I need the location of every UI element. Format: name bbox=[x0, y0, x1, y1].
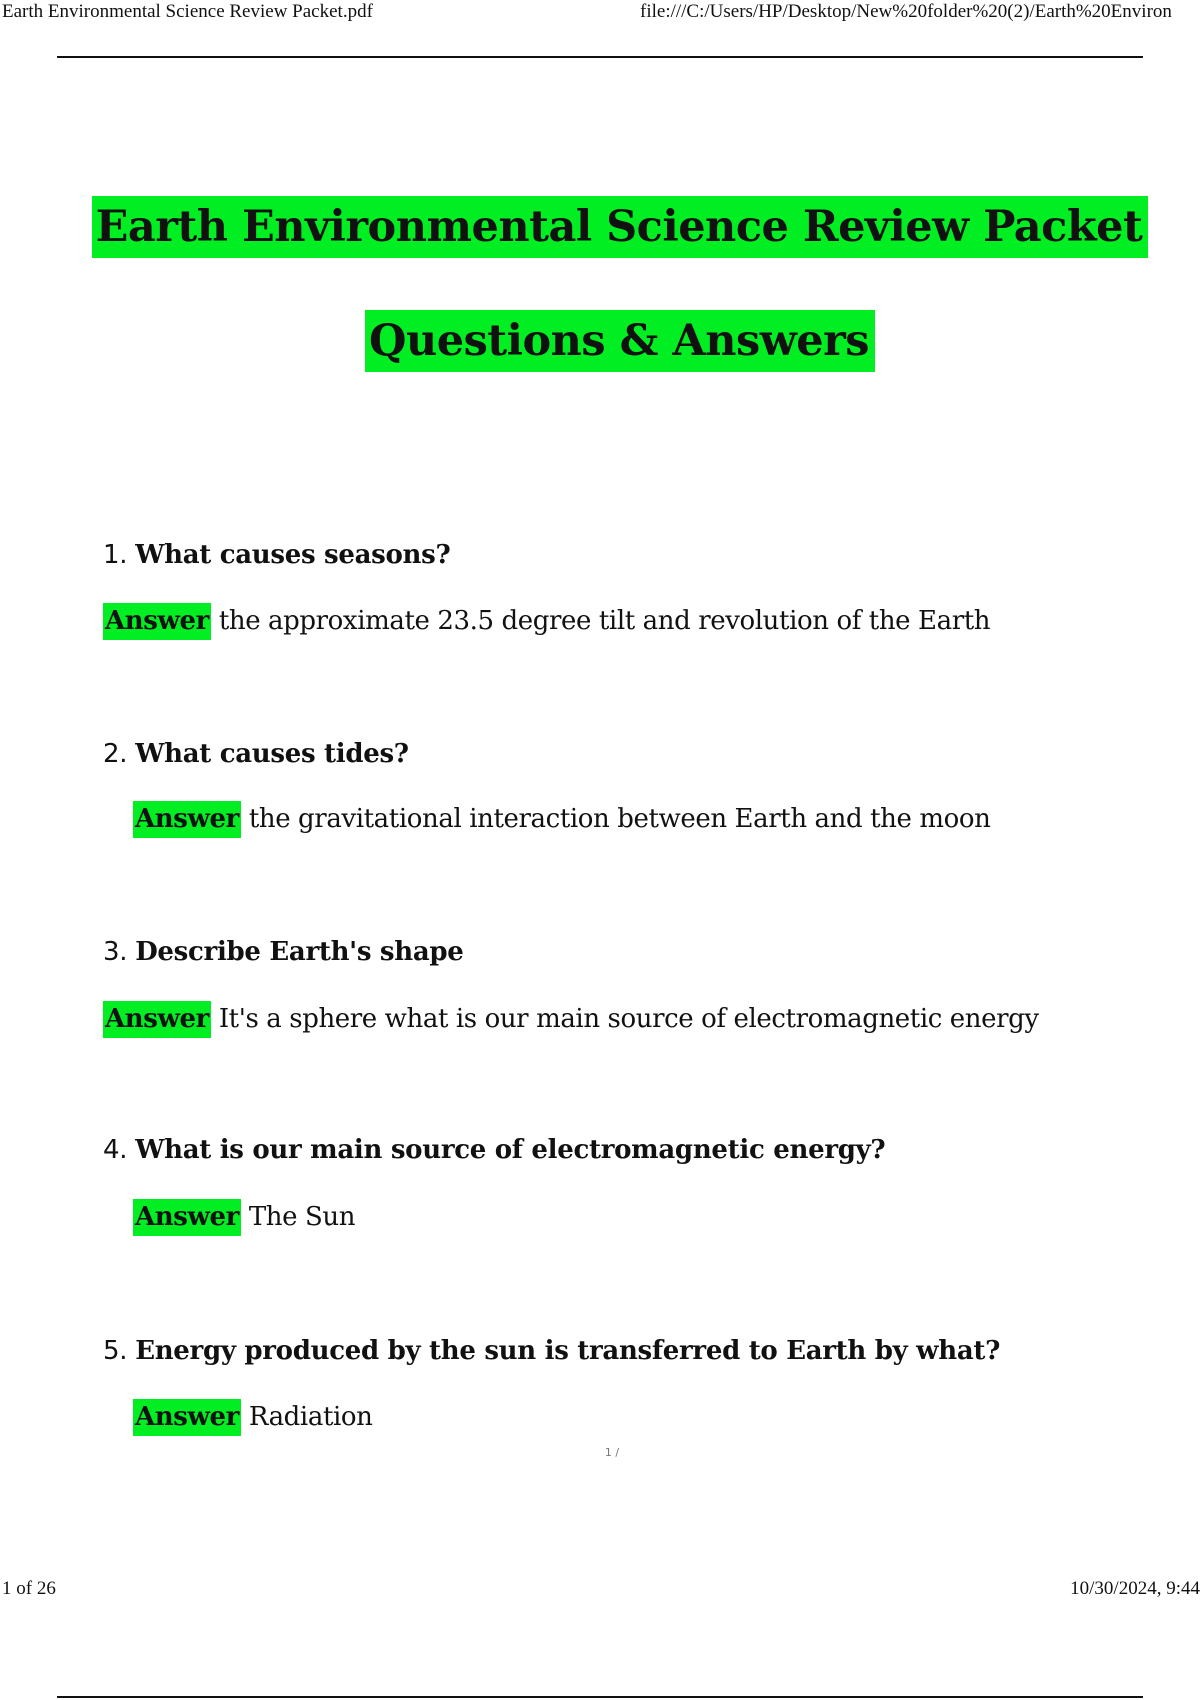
answer-text: The Sun bbox=[248, 1202, 356, 1232]
answer-3 bbox=[103, 1004, 1039, 1034]
question-text: What causes seasons? bbox=[135, 540, 451, 570]
print-header-file-url: file:///C:/Users/HP/Desktop/New%20folder%20(2)/Earth%20Environ bbox=[640, 1, 1172, 22]
answer-label: Answer bbox=[103, 603, 211, 640]
question-number: 2. bbox=[103, 739, 128, 769]
question-5 bbox=[103, 1336, 1000, 1366]
answer-text: Radiation bbox=[248, 1402, 373, 1432]
document-subtitle bbox=[0, 316, 1200, 366]
document-subtitle-highlight: Questions & Answers bbox=[365, 310, 875, 372]
answer-label: Answer bbox=[133, 801, 241, 838]
answer-5 bbox=[133, 1402, 373, 1432]
print-header-document-title: Earth Environmental Science Review Packet.pdf bbox=[2, 1, 373, 22]
question-number: 3. bbox=[103, 937, 128, 967]
question-3 bbox=[103, 937, 464, 967]
answer-label: Answer bbox=[133, 1199, 241, 1236]
answer-2 bbox=[133, 804, 990, 834]
footer-divider bbox=[57, 1696, 1143, 1698]
question-text: Energy produced by the sun is transferred to Earth by what? bbox=[135, 1336, 1001, 1366]
answer-label: Answer bbox=[133, 1399, 241, 1436]
answer-1 bbox=[103, 606, 990, 636]
question-1 bbox=[103, 540, 450, 570]
answer-text: the gravitational interaction between Earth and the moon bbox=[248, 804, 991, 834]
answer-4 bbox=[133, 1202, 355, 1232]
question-number: 1. bbox=[103, 540, 128, 570]
document-title bbox=[0, 202, 1200, 252]
print-footer-page-count: 1 of 26 bbox=[2, 1578, 56, 1599]
answer-label: Answer bbox=[103, 1001, 211, 1038]
question-text: What causes tides? bbox=[135, 739, 409, 769]
question-number: 5. bbox=[103, 1336, 128, 1366]
question-text: Describe Earth's shape bbox=[135, 937, 464, 967]
question-2 bbox=[103, 739, 409, 769]
question-text: What is our main source of electromagnetic energy? bbox=[135, 1135, 886, 1165]
header-divider bbox=[57, 56, 1143, 58]
document-title-highlight: Earth Environmental Science Review Packet bbox=[92, 196, 1149, 258]
page-marker: 1 / bbox=[604, 1446, 620, 1459]
print-footer-timestamp: 10/30/2024, 9:44 bbox=[1070, 1578, 1200, 1599]
question-number: 4. bbox=[103, 1135, 128, 1165]
answer-text: It's a sphere what is our main source of electromagnetic energy bbox=[218, 1004, 1039, 1034]
question-4 bbox=[103, 1135, 885, 1165]
answer-text: the approximate 23.5 degree tilt and revolution of the Earth bbox=[218, 606, 991, 636]
